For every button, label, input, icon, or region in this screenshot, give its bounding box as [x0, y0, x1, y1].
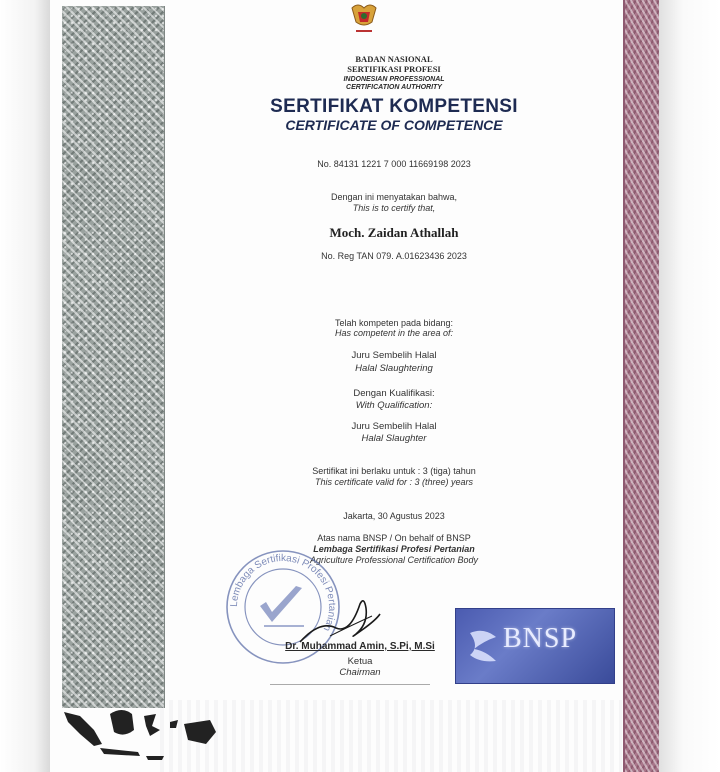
signatory-block [270, 641, 450, 678]
signatory-name: Dr. Muhammad Amin, S.Pi, M.Si [285, 641, 435, 652]
signature-underline [270, 684, 430, 685]
bnsp-hologram [455, 608, 615, 684]
registration-number: No. Reg TAN 079. A.01623436 2023 [321, 251, 467, 261]
certify-text-id: Dengan ini menyatakan bahwa, [330, 192, 458, 202]
left-shadow [0, 0, 50, 772]
bottom-pattern [160, 700, 622, 772]
area-label-id: Telah kompeten pada bidang: [334, 318, 454, 328]
on-behalf-line-1: Atas nama BNSP / On behalf of BNSP [317, 533, 471, 543]
agency-name-id-1: BADAN NASIONAL [355, 54, 433, 64]
certificate-title: SERTIFIKAT KOMPETENSI [270, 96, 518, 117]
validity-id: Sertifikat ini berlaku untuk : 3 (tiga) tahun [312, 466, 476, 476]
qualification-value-id: Juru Sembelih Halal [351, 421, 437, 432]
right-guilloche-border [623, 0, 661, 772]
signatory-role-en: Chairman [339, 667, 381, 678]
agency-name-en-2: CERTIFICATION AUTHORITY [346, 84, 442, 91]
area-value-id: Juru Sembelih Halal [351, 350, 437, 361]
signatory-role-id: Ketua [347, 656, 373, 667]
bnsp-label: BNSP [503, 623, 578, 654]
qualification-label-id: Dengan Kualifikasi: [353, 388, 435, 399]
bnsp-logo-icon [466, 627, 500, 665]
place-date: Jakarta, 30 Agustus 2023 [343, 511, 445, 521]
left-guilloche-border [62, 6, 165, 708]
qualification-value-en: Halal Slaughter [361, 433, 427, 444]
certificate-subtitle: CERTIFICATE OF COMPETENCE [285, 117, 503, 133]
qualification-label-en: With Qualification: [355, 400, 433, 411]
agency-name-id-2: SERTIFIKASI PROFESI [347, 64, 441, 74]
right-shadow [659, 0, 720, 772]
garuda-emblem-icon [344, 0, 384, 40]
certificate-number: No. 84131 1221 7 000 11669198 2023 [317, 159, 471, 169]
validity-en: This certificate valid for : 3 (three) years [314, 477, 474, 487]
on-behalf-line-2: Lembaga Sertifikasi Profesi Pertanian [313, 544, 475, 554]
agency-name-en-1: INDONESIAN PROFESSIONAL [343, 76, 445, 83]
indonesia-map-icon [60, 700, 220, 770]
certify-text-en: This is to certify that, [352, 203, 436, 213]
area-value-en: Halal Slaughtering [355, 363, 433, 374]
area-label-en: Has competent in the area of: [334, 328, 454, 338]
holder-name: Moch. Zaidan Athallah [329, 225, 459, 240]
on-behalf-line-3: Agriculture Professional Certification Body [309, 555, 479, 565]
stamp-ring-text: Lembaga Sertifikasi Profesi Pertanian [228, 552, 338, 633]
